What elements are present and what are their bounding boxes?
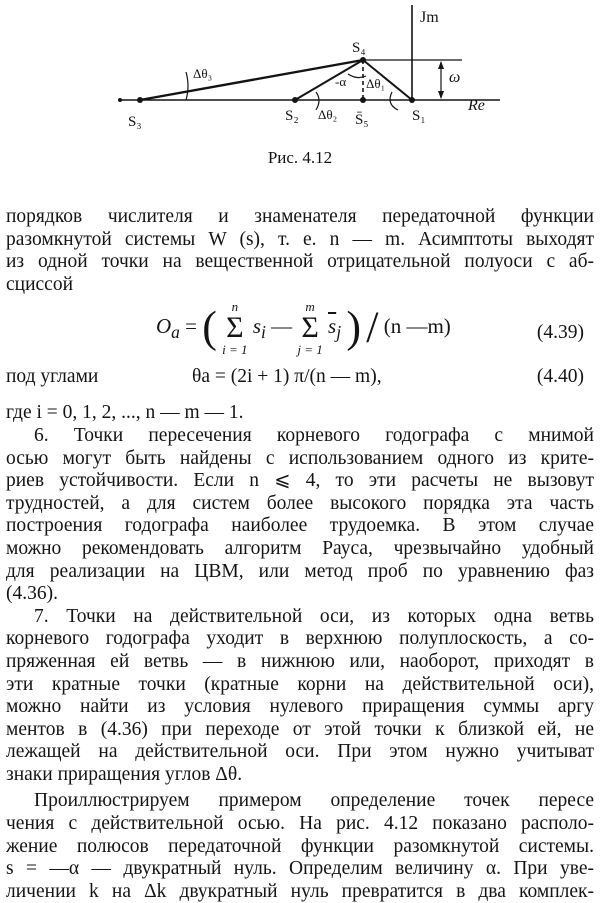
- eq-tail: (n —m): [383, 314, 451, 339]
- label-im: Jm: [420, 9, 439, 26]
- omega-arrow-up: [438, 61, 444, 69]
- sum-i-bottom: i = 1: [222, 342, 248, 358]
- label-re: Re: [468, 97, 485, 114]
- text-line: лежащей на действительной оси. При этом нужно учитыват: [6, 741, 594, 763]
- sum-i: n Σ i = 1: [222, 299, 248, 358]
- text-line: эти кратные точки (кратные корни на действительной оси),: [6, 673, 594, 695]
- paragraph-6: [6, 425, 594, 606]
- text-line: 7. Точки на действительной оси, из которых одна ветвь: [34, 605, 594, 627]
- term-sbar: $\overline{s}$: [328, 314, 337, 339]
- label-s2: S₂: [285, 108, 299, 124]
- text-line: знаки приращения углов Δθ.: [6, 763, 243, 785]
- point-s1: [409, 97, 415, 103]
- equation-4-39: [6, 300, 594, 366]
- root-locus-figure: [0, 0, 600, 150]
- text-line: риев устойчивости. Если n ⩽ 4, то эти расчеты не вызовут: [6, 470, 594, 492]
- text-line: где i = 0, 1, 2, ..., n — m — 1.: [6, 402, 244, 424]
- text-line: разомкнутой системы W (s), т. е. n — m. Асимптоты выходят: [6, 228, 594, 250]
- term-s: s: [252, 314, 261, 339]
- term-sbar-sub: j: [336, 322, 342, 343]
- eq-lhs: O: [156, 314, 172, 339]
- text-line: можно рекомендовать алгоритм Рауса, чрезвычайно удобный: [6, 537, 594, 559]
- eq40-label: под углами: [6, 366, 99, 388]
- arc-theta1: [390, 92, 398, 110]
- point-s2: [292, 97, 298, 103]
- paragraph-asymptotes: [6, 206, 594, 296]
- label-s1: S₁: [412, 108, 426, 124]
- text-line: Проиллюстрируем примером определение точек пересе: [34, 790, 594, 812]
- eq40-body: θa = (2i + 1) π/(n — m),: [192, 366, 382, 388]
- term-s-sub: i: [261, 322, 266, 343]
- label-theta2: Δθ₂: [318, 107, 338, 122]
- omega-arrow-down: [438, 91, 444, 99]
- text-line: личении k на Δk двукратный нуль превратится в два комплек-: [6, 880, 594, 902]
- point-s3: [137, 97, 143, 103]
- text-line: можно найти из условия нулевого приращения суммы аргу: [6, 696, 594, 718]
- label-s4: S₄: [352, 40, 366, 56]
- text-line: жение полюсов передаточной функции разомкнутой системы.: [6, 835, 594, 857]
- label-s3: S₃: [128, 114, 142, 130]
- real-axis-arrow: [118, 98, 122, 102]
- figure-caption: Рис. 4.12: [267, 148, 333, 167]
- eq-lhs-sub: a: [171, 322, 180, 343]
- sum-i-top: n: [231, 299, 239, 315]
- arc-theta3: [186, 72, 188, 100]
- point-s5: [360, 97, 366, 103]
- text-line: построения годографа наиболее трудоемка. В этом случае: [6, 515, 594, 537]
- text-line: трудностей, а для систем более высокого порядка эта часть: [6, 492, 594, 514]
- text-line: корневого годографа уходит в верхнюю полуплоскость, а со-: [6, 628, 594, 650]
- text-line: чения с действительной осью. На рис. 4.12 показано располо-: [6, 813, 594, 835]
- sum-j: m Σ j = 1: [297, 299, 323, 358]
- equation-number-4-40: (4.40): [536, 366, 584, 388]
- where-line: [6, 402, 594, 425]
- label-theta1: Δθ₁: [366, 76, 386, 91]
- body-text: [6, 206, 594, 903]
- text-line: сциссой: [6, 273, 74, 295]
- paragraph-8: [6, 790, 594, 903]
- text-line: из одной точки на вещественной отрицательной полуоси с аб-: [6, 251, 594, 273]
- equation-4-39-body: $O_a$ = ( n Σ i = 1 $s_i$ — m Σ j = 1 $\overline{s}_j$ ) / (n —m): [156, 299, 451, 358]
- text-line: для реализации на ЦВМ, или метод проб по уравнению фаз: [6, 560, 594, 582]
- point-s4: [360, 57, 366, 63]
- text-line: s = —α — двукратный нуль. Определим величину α. При уве-: [6, 858, 594, 880]
- sum-j-bottom: j = 1: [297, 342, 323, 358]
- equation-number-4-39: (4.39): [536, 322, 584, 344]
- text-line: 6. Точки пересечения корневого годографа с мнимой: [34, 424, 594, 446]
- text-line: пряженная ей ветвь — в нижнюю или, наоборот, приходят в: [6, 650, 594, 672]
- sum-j-top: m: [305, 299, 315, 315]
- text-line: осью могут быть найдены с использованием одного из крите-: [6, 447, 594, 469]
- label-omega: ω: [449, 69, 461, 86]
- label-alpha: -α: [335, 74, 347, 89]
- label-s5: S̄₅: [355, 112, 369, 128]
- text-line: порядков числителя и знаменателя передаточной функции: [6, 206, 594, 227]
- equation-4-40: [6, 366, 594, 394]
- eq-minus: —: [271, 314, 293, 339]
- text-line: ментов в (4.36) при переходе от этой точки к близкой ей, не: [6, 718, 594, 740]
- paragraph-7: [6, 606, 594, 787]
- text-line: (4.36).: [6, 583, 58, 605]
- label-theta3: Δθ₃: [193, 66, 213, 81]
